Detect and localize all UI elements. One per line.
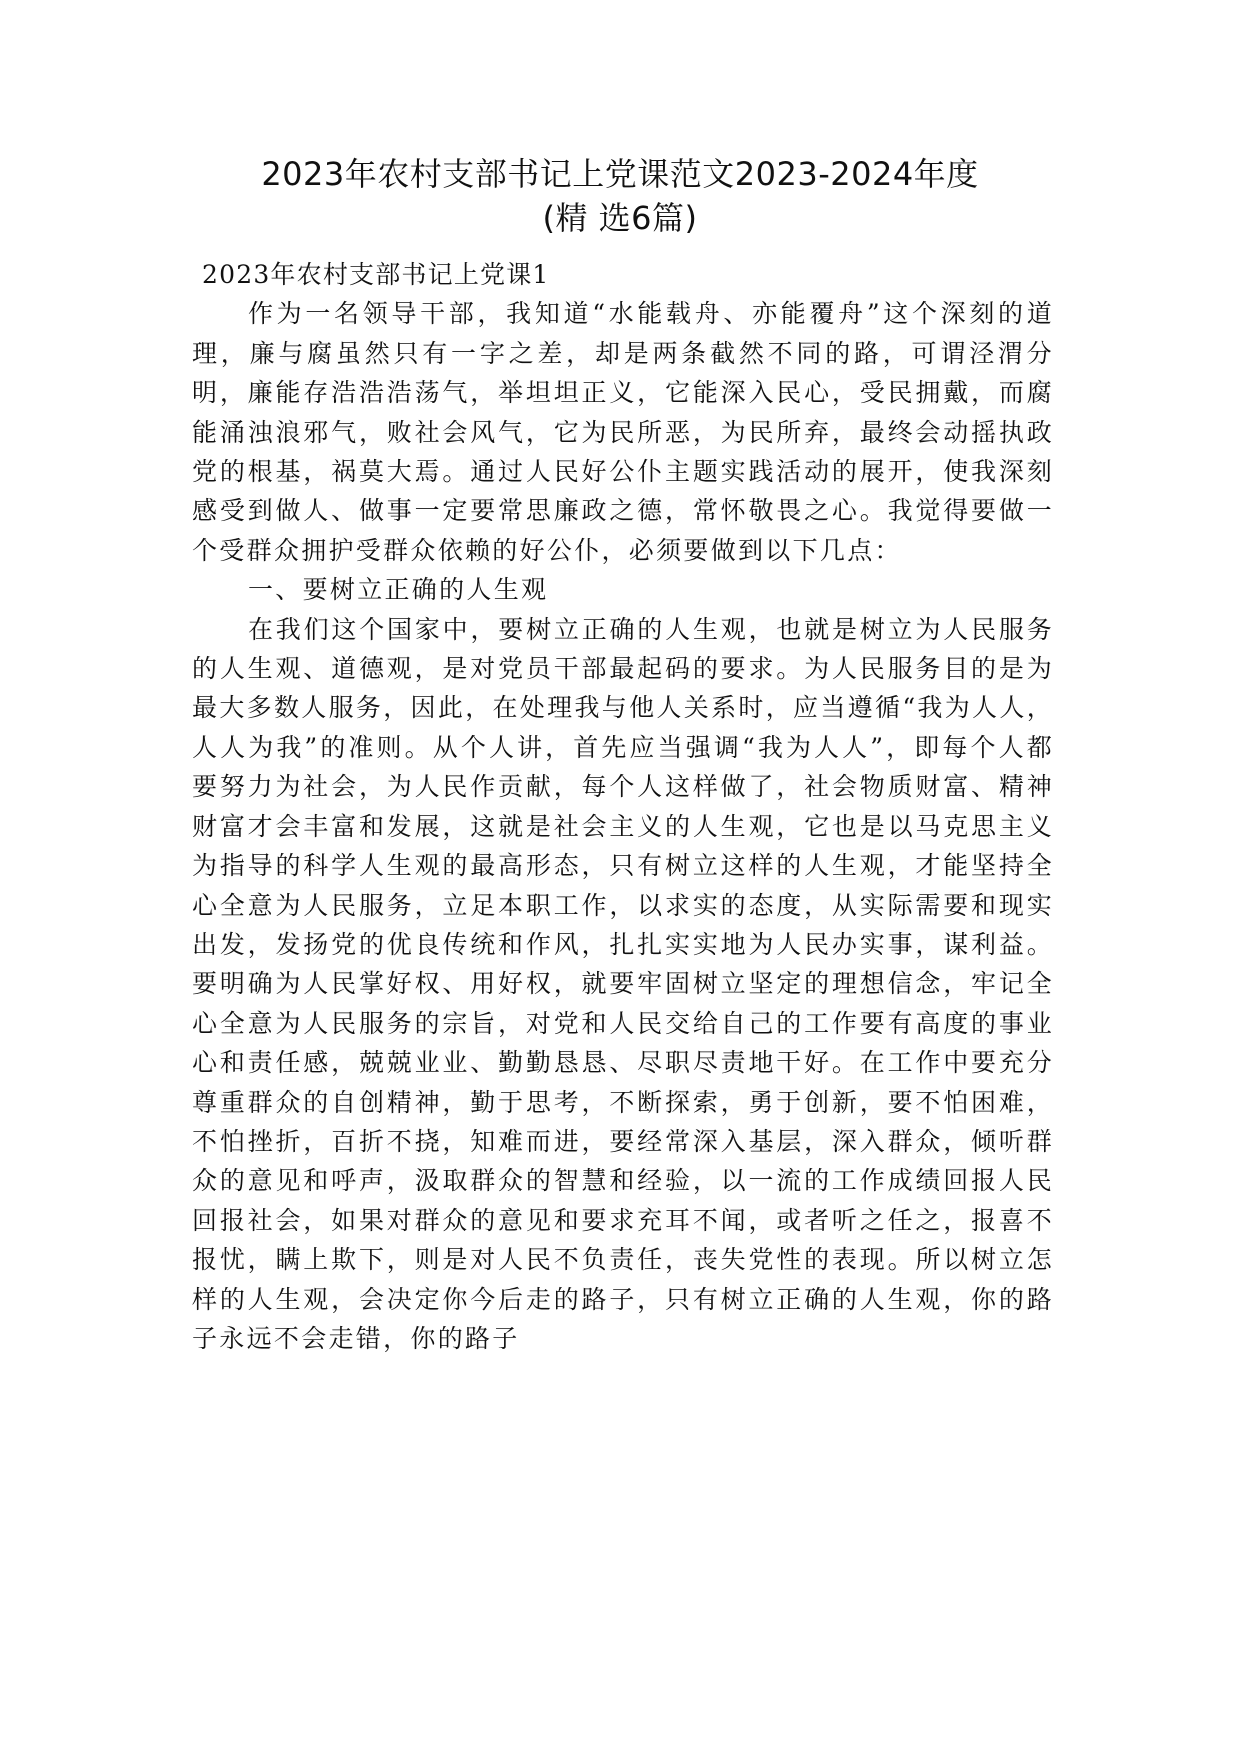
document-title [190,152,1050,240]
section-label: 2023年农村支部书记上党课1 [202,260,550,289]
paragraph-2: 在我们这个国家中，要树立正确的人生观，也就是树立为人民服务的人生观、道德观，是对党员干部最起码的要求。为人民服务目的是为最大多数人服务，因此，在处理我与他人关系时，应当遵循“我为人人，人人为我”的准则。从个人讲，首先应当强调“我为人人”，即每个人都要努力为社会，为人民作贡献，每个人这样做了，社会物质财富、精神财富才会丰富和发展，这就是社会主义的人生观，它也是以马克思主义为指导的科学人生观的最高形态，只有树立这样的人生观，才能坚持全心全意为人民服务，立足本职工作，以求实的态度，从实际需要和现实出发，发扬党的优良传统和作风，扎扎实实地为人民办实事，谋利益。要明确为人民掌好权、用好权，就要牢固树立坚定的理想信念，牢记全心全意为人民服务的宗旨，对党和人民交给自己的工作要有高度的事业心和责任感，兢兢业业、勤勤恳恳、尽职尽责地干好。在工作中要充分尊重群众的自创精神，勤于思考，不断探索，勇于创新，要不怕困难，不怕挫折，百折不挠，知难而进，要经常深入基层，深入群众，倾听群众的意见和呼声，汲取群众的智慧和经验，以一流的工作成绩回报人民回报社会，如果对群众的意见和要求充耳不闻，或者听之任之，报喜不报忧，瞒上欺下，则是对人民不负责任，丧失党性的表现。所以树立怎样的人生观，会决定你今后走的路子，只有树立正确的人生观，你的路子永远不会走错，你的路子 [192,614,1054,1353]
title-line-1: 2023年农村支部书记上党课范文2023-2024年度 [261,155,979,193]
section-heading-1: 一、要树立正确的人生观 [248,575,549,605]
paragraph-1: 作为一名领导干部，我知道“水能载舟、亦能覆舟”这个深刻的道理，廉与腐虽然只有一字之差，却是两条截然不同的路，可谓泾渭分明，廉能存浩浩浩荡气，举坦坦正义，它能深入民心，受民拥戴，而腐能涌浊浪邪气，败社会风气，它为民所恶，为民所弃，最终会动摇执政党的根基，祸莫大焉。通过人民好公仆主题实践活动的展开，使我深刻感受到做人、做事一定要常思廉政之德，常怀敬畏之心。我觉得要做一个受群众拥护受群众依赖的好公仆，必须要做到以下几点： [192,299,1054,565]
title-line-2: (精 选6篇) [542,199,698,237]
document-body [192,255,1054,1358]
